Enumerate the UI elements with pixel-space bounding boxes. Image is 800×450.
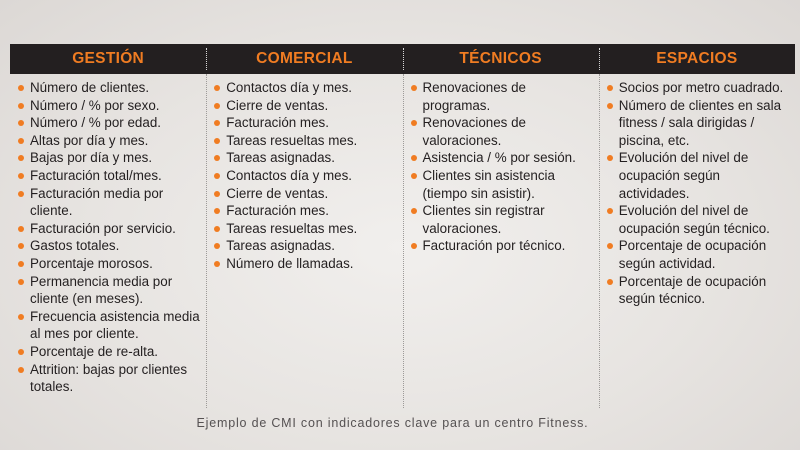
list-item: Evolución del nivel de ocupación según técnico. — [607, 202, 789, 237]
list-item: Facturación por técnico. — [411, 237, 593, 255]
column-header-comercial: COMERCIAL — [206, 44, 402, 74]
list-item: Attrition: bajas por clientes totales. — [18, 361, 200, 396]
list-item: Porcentaje morosos. — [18, 255, 200, 273]
list-item: Contactos día y mes. — [214, 79, 396, 97]
list-item: Renovaciones de valoraciones. — [411, 114, 593, 149]
list-item: Porcentaje de ocupación según actividad. — [607, 237, 789, 272]
list-item: Facturación mes. — [214, 202, 396, 220]
list-item: Permanencia media por cliente (en meses). — [18, 273, 200, 308]
list-item: Tareas asignadas. — [214, 149, 396, 167]
list-item: Número de clientes. — [18, 79, 200, 97]
list-item: Cierre de ventas. — [214, 185, 396, 203]
list-item: Frecuencia asistencia media al mes por cliente. — [18, 308, 200, 343]
list-item: Tareas asignadas. — [214, 237, 396, 255]
tecnicos-list — [411, 79, 593, 255]
list-item: Número de llamadas. — [214, 255, 396, 273]
list-item: Socios por metro cuadrado. — [607, 79, 789, 97]
table-body — [10, 74, 795, 408]
column-espacios — [599, 74, 795, 408]
list-item: Clientes sin registrar valoraciones. — [411, 202, 593, 237]
column-header-tecnicos: TÉCNICOS — [403, 44, 599, 74]
list-item: Evolución del nivel de ocupación según actividades. — [607, 149, 789, 202]
list-item: Renovaciones de programas. — [411, 79, 593, 114]
list-item: Porcentaje de ocupación según técnico. — [607, 273, 789, 308]
list-item: Porcentaje de re-alta. — [18, 343, 200, 361]
column-header-gestion: GESTIÓN — [72, 50, 145, 67]
list-item: Número / % por edad. — [18, 114, 200, 132]
list-item: Número de clientes en sala fitness / sala dirigidas / piscina, etc. — [607, 97, 789, 150]
column-tecnicos — [403, 74, 599, 408]
list-item: Facturación mes. — [214, 114, 396, 132]
list-item: Gastos totales. — [18, 237, 200, 255]
comercial-list — [214, 79, 396, 273]
list-item: Clientes sin asistencia (tiempo sin asistir). — [411, 167, 593, 202]
table-header — [10, 44, 795, 74]
list-item: Bajas por día y mes. — [18, 149, 200, 167]
list-item: Cierre de ventas. — [214, 97, 396, 115]
list-item: Contactos día y mes. — [214, 167, 396, 185]
list-item: Tareas resueltas mes. — [214, 220, 396, 238]
list-item: Facturación media por cliente. — [18, 185, 200, 220]
gestion-list — [18, 79, 200, 396]
list-item: Facturación total/mes. — [18, 167, 200, 185]
column-header-espacios: ESPACIOS — [599, 44, 795, 74]
espacios-list — [607, 79, 789, 308]
list-item: Número / % por sexo. — [18, 97, 200, 115]
list-item: Altas por día y mes. — [18, 132, 200, 150]
list-item: Facturación por servicio. — [18, 220, 200, 238]
list-item: Asistencia / % por sesión. — [411, 149, 593, 167]
column-gestion — [10, 74, 206, 408]
list-item: Tareas resueltas mes. — [214, 132, 396, 150]
figure-caption: Ejemplo de CMI con indicadores clave para un centro Fitness. — [196, 416, 589, 430]
column-comercial — [206, 74, 402, 408]
